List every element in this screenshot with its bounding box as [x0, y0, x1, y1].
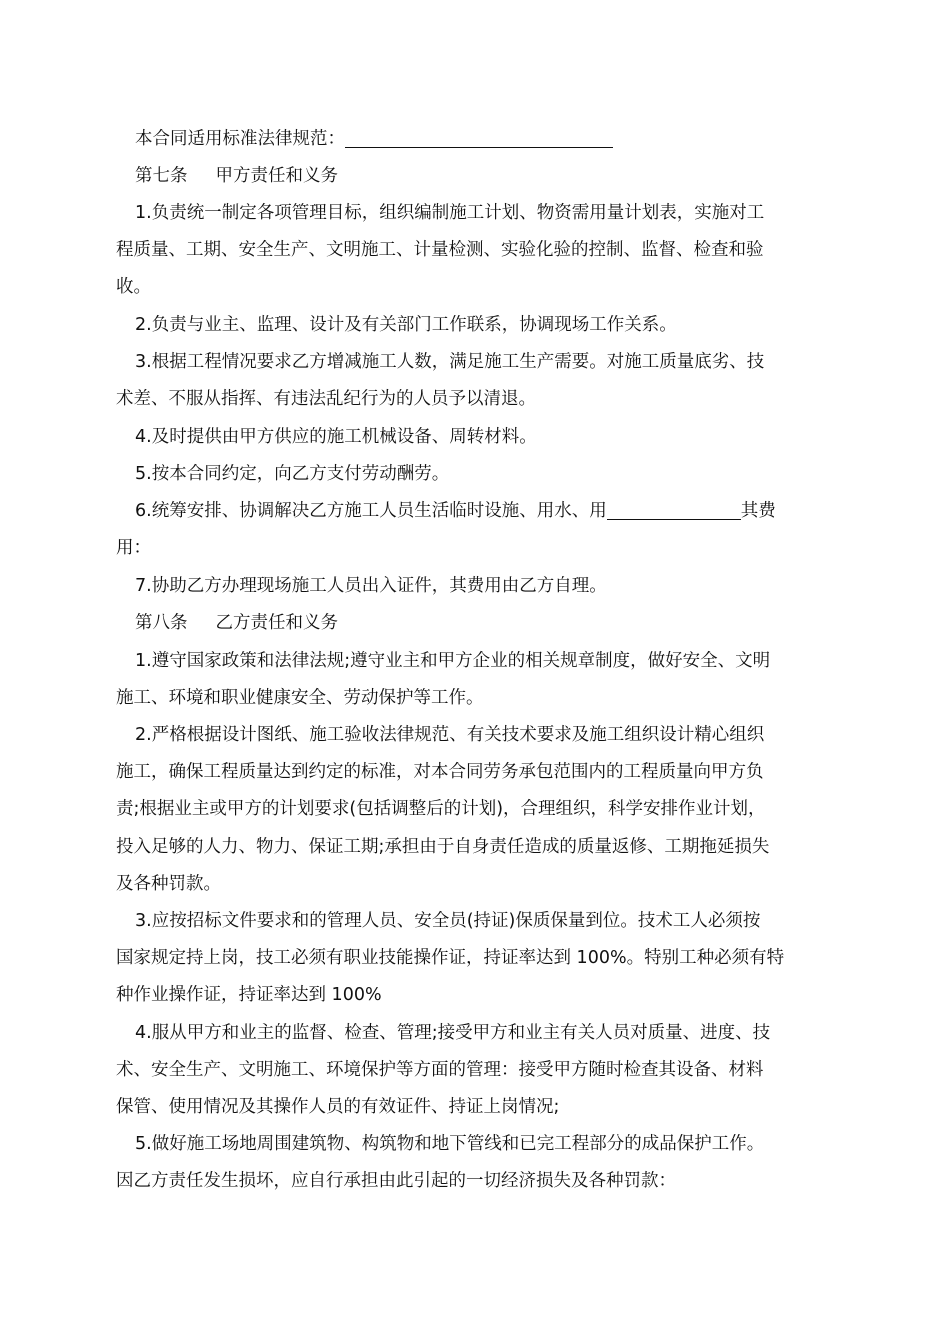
- article-7-number: 第七条: [135, 166, 188, 186]
- article-8-item-3-line-2: 国家规定持上岗，技工必须有职业技能操作证，持证率达到 100%。特别工种必须有特: [116, 948, 785, 968]
- article-8-item-4-line-2: 术、安全生产、文明施工、环境保护等方面的管理：接受甲方随时检查其设备、材料: [116, 1060, 764, 1080]
- applicable-standards-line: [0, 121, 950, 158]
- article-7-heading: [0, 158, 950, 195]
- article-8-item-3-line-3: 种作业操作证，持证率达到 100%: [116, 985, 382, 1005]
- article-7-item-6-line-1: [0, 493, 950, 530]
- article-8-item-2-line-1: 2.严格根据设计图纸、施工验收法律规范、有关技术要求及施工组织设计精心组织: [135, 725, 765, 745]
- article-8-item-3-line-1: 3.应按招标文件要求和的管理人员、安全员(持证)保质保量到位。技术工人必须按: [135, 911, 761, 931]
- article-7-item-1-line-1: 1.负责统一制定各项管理目标，组织编制施工计划、物资需用量计划表，实施对工: [135, 203, 765, 223]
- article-8-item-5-line-1: 5.做好施工场地周围建筑物、构筑物和地下管线和已完工程部分的成品保护工作。: [135, 1134, 765, 1154]
- article-8-item-4-line-3: 保管、使用情况及其操作人员的有效证件、持证上岗情况;: [116, 1097, 560, 1117]
- article-7-item-3-line-2: 术差、不服从指挥、有违法乱纪行为的人员予以清退。: [116, 389, 536, 409]
- article-8-item-2-line-5: 及各种罚款。: [116, 874, 221, 894]
- applicable-standards-label: 本合同适用标准法律规范：: [135, 129, 345, 149]
- article-8-item-4-line-1: 4.服从甲方和业主的监督、检查、管理;接受甲方和业主有关人员对质量、进度、技: [135, 1023, 771, 1043]
- article-7-item-6-blank: [607, 499, 741, 520]
- article-7-item-7: 7.协助乙方办理现场施工人员出入证件，其费用由乙方自理。: [135, 576, 607, 596]
- article-7-item-6-line-2: 用：: [116, 538, 151, 558]
- article-8-item-2-line-2: 施工，确保工程质量达到约定的标准，对本合同劳务承包范围内的工程质量向甲方负: [116, 762, 764, 782]
- article-8-item-2-line-3: 责;根据业主或甲方的计划要求(包括调整后的计划)，合理组织，科学安排作业计划，: [116, 799, 766, 819]
- article-8-item-1-line-1: 1.遵守国家政策和法律法规;遵守业主和甲方企业的相关规章制度，做好安全、文明: [135, 651, 771, 671]
- article-7-item-4: 4.及时提供由甲方供应的施工机械设备、周转材料。: [135, 427, 537, 447]
- article-8-heading: [0, 605, 950, 642]
- article-7-title: 甲方责任和义务: [215, 166, 338, 186]
- applicable-standards-blank: [345, 127, 613, 148]
- article-7-item-3-line-1: 3.根据工程情况要求乙方增减施工人数，满足施工生产需要。对施工质量底劣、技: [135, 352, 765, 372]
- article-7-item-6-text: 6.统筹安排、协调解决乙方施工人员生活临时设施、用水、用: [135, 501, 607, 521]
- article-7-item-2: 2.负责与业主、监理、设计及有关部门工作联系，协调现场工作关系。: [135, 315, 677, 335]
- article-8-item-1-line-2: 施工、环境和职业健康安全、劳动保护等工作。: [116, 688, 484, 708]
- article-7-item-1-line-2: 程质量、工期、安全生产、文明施工、计量检测、实验化验的控制、监督、检查和验: [116, 240, 764, 260]
- article-8-number: 第八条: [135, 613, 188, 633]
- article-7-item-1-line-3: 收。: [116, 277, 151, 297]
- article-8-item-2-line-4: 投入足够的人力、物力、保证工期;承担由于自身责任造成的质量返修、工期拖延损失: [116, 837, 770, 857]
- article-8-item-5-line-2: 因乙方责任发生损坏，应自行承担由此引起的一切经济损失及各种罚款：: [116, 1171, 676, 1191]
- article-7-item-6-tail: 其费: [740, 501, 776, 521]
- article-8-title: 乙方责任和义务: [215, 613, 338, 633]
- article-7-item-5: 5.按本合同约定，向乙方支付劳动酬劳。: [135, 464, 450, 484]
